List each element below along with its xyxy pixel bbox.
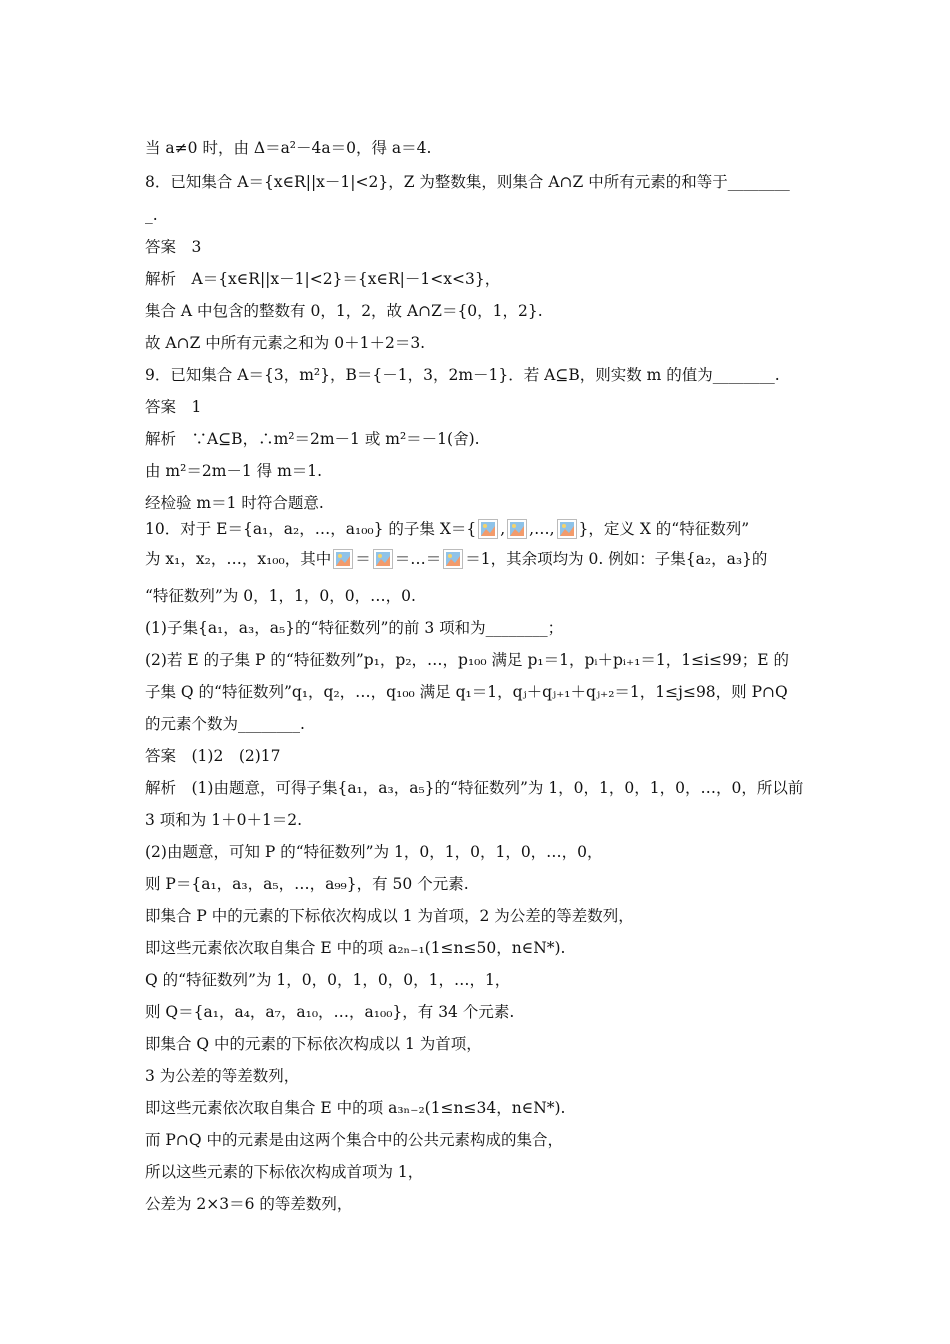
answer-8: 答案 3 [145,238,202,256]
answer-9: 答案 1 [145,398,202,416]
text-line: 当 a≠0 时，由 Δ＝a²－4a＝0，得 a＝4. [145,139,432,157]
text-line: 而 P∩Q 中的元素是由这两个集合中的公共元素构成的集合， [145,1131,563,1149]
text-line: Q 的“特征数列”为 1，0，0，1，0，0，1，…，1， [145,971,511,989]
text-line: 的元素个数为________. [145,715,305,733]
analysis-10: 解析 (1)由题意，可得子集{a₁，a₃，a₅}的“特征数列”为 1，0，1，0，1，0，…，0，所以前 [145,779,804,797]
text-line: 集合 A 中包含的整数有 0，1，2，故 A∩Z＝{0，1，2}. [145,302,543,320]
text-line: _. [145,206,158,224]
text-line: 公差为 2×3＝6 的等差数列， [145,1195,353,1213]
broken-image-icon [333,549,353,569]
answer-10: 答案 (1)2 (2)17 [145,747,281,765]
broken-image-icon [443,549,463,569]
text-line: 所以这些元素的下标依次构成首项为 1， [145,1163,424,1181]
question-9: 9．已知集合 A＝{3，m²}，B＝{－1，3，2m－1}．若 A⊆B，则实数 m 的值为________. [145,366,780,384]
broken-image-icon [373,549,393,569]
broken-image-icon [478,519,498,539]
analysis-9: 解析 ∵A⊆B，∴m²＝2m－1 或 m²＝－1(舍). [145,430,480,448]
text-line: 故 A∩Z 中所有元素之和为 0＋1＋2＝3. [145,334,426,352]
text-line: 由 m²＝2m－1 得 m＝1. [145,462,323,480]
broken-image-icon [557,519,577,539]
text-line: 则 P＝{a₁，a₃，a₅，…，a₉₉}，有 50 个元素. [145,875,469,893]
text-line: 即这些元素依次取自集合 E 中的项 a₃ₙ₋₂(1≤n≤34，n∈N*). [145,1099,566,1117]
analysis-8: 解析 A＝{x∈R||x－1|<2}＝{x∈R|－1<x<3}， [145,270,501,288]
text-line: 为 x₁，x₂，…，x₁₀₀，其中 ＝ ＝…＝ ＝1，其余项均为 0. 例如：子集{a₂，a₃}的 [145,550,768,568]
text-line: 3 项和为 1＋0＋1＝2. [145,811,303,829]
text-line: 3 为公差的等差数列， [145,1067,300,1085]
text-line: (2)由题意，可知 P 的“特征数列”为 1，0，1，0，1，0，…，0， [145,843,603,861]
broken-image-icon [507,519,527,539]
text-line: 经检验 m＝1 时符合题意. [145,494,324,512]
text-line: 即这些元素依次取自集合 E 中的项 a₂ₙ₋₁(1≤n≤50，n∈N*). [145,939,566,957]
text-line: 即集合 P 中的元素的下标依次构成以 1 为首项，2 为公差的等差数列， [145,907,634,925]
text-line: (2)若 E 的子集 P 的“特征数列”p₁，p₂，…，p₁₀₀ 满足 p₁＝1，pᵢ＋pᵢ₊₁＝1，1≤i≤99；E 的 [145,651,790,669]
text-line: “特征数列”为 0，1，1，0，0，…，0. [145,587,416,605]
question-8: 8．已知集合 A＝{x∈R||x－1|<2}，Z 为整数集，则集合 A∩Z 中所有元素的和等于________ [145,173,790,191]
text-line: 子集 Q 的“特征数列”q₁，q₂，…，q₁₀₀ 满足 q₁＝1，qⱼ＋qⱼ₊₁＋qⱼ₊₂＝1，1≤j≤98，则 P∩Q [145,683,788,701]
text-line: 即集合 Q 中的元素的下标依次构成以 1 为首项， [145,1035,482,1053]
text-line: (1)子集{a₁，a₃，a₅}的“特征数列”的前 3 项和为________； [145,619,564,637]
question-10: 10．对于 E＝{a₁，a₂，…，a₁₀₀} 的子集 X＝{ , ,…, }，定义 X 的“特征数列” [145,520,750,538]
text-line: 则 Q＝{a₁，a₄，a₇，a₁₀，…，a₁₀₀}，有 34 个元素. [145,1003,515,1021]
